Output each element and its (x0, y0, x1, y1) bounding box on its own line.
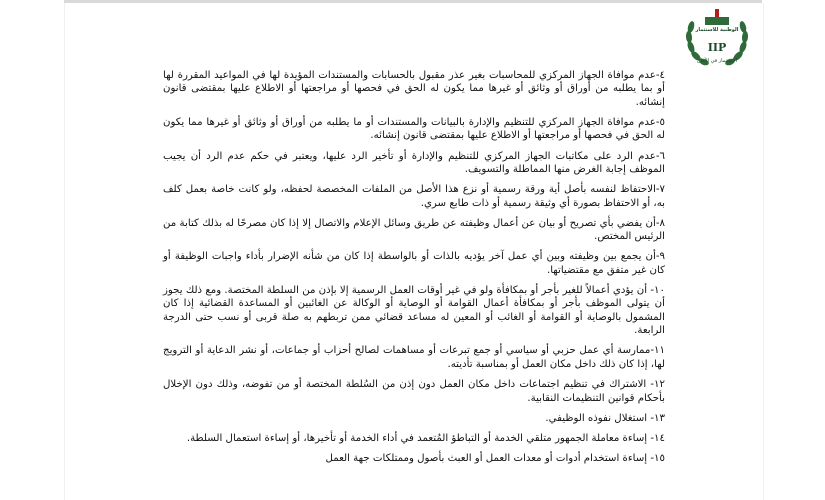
list-item: ٥-عدم موافاة الجهاز المركزي للتنظيم والإدارة بالبيانات والمستندات أو ما يطلبه من أوراق أو وثائق أو غيرها مما يكون له الحق في فحصها أو مراجعتها أو الاطلاع عليها بمقتضى قانون إنشائه. (163, 117, 665, 142)
list-item: ٨-أن يفضي بأي تصريح أو بيان عن أعمال وظيفته عن طريق وسائل الإعلام والاتصال إلا إذا كان مصرحًا له بذلك كتابة من الرئيس المختص. (163, 217, 665, 243)
list-item: ١١-ممارسة أي عمل حزبي أو سياسي أو جمع تبرعات أو مساهمات لصالح أحزاب أو جماعات، أو نشر الدعاية أو الترويج لها، إذا كان ذلك داخل مكان العمل أو بمناسبة تأديته. (163, 345, 665, 370)
list-item: ١٣- استغلال نفوذه الوظيفي. (545, 412, 665, 424)
list-item: ١٤- إساءة معاملة الجمهور متلقي الخدمة أو التباطؤ المُتعمد في أداء الخدمة أو تأخيرها، أو إساءة استعمال السلطة. (186, 432, 665, 444)
list-item: ٧-الاحتفاظ لنفسه بأصل أية ورقة رسمية أو نزع هذا الأصل من الملفات المخصصة لحفظه، ولو كانت خاصة بعمل كلف به، أو الاحتفاظ بصورة أي وثيقة رسمية أو ذات طابع سري. (163, 184, 665, 209)
document-page (64, 3, 764, 500)
list-item: ١٢- الاشتراك في تنظيم اجتماعات داخل مكان العمل دون إذن من السُلطة المختصة أو من تفوضه، وذلك دون الإخلال بأحكام قوانين التنظيمات النقابية. (163, 379, 665, 404)
flag-icon (715, 9, 719, 17)
list-item: ١٠- أن يؤدي أعمالاً للغير بأجر أو بمكافأة ولو في غير أوقات العمل الرسمية إلا بإذن من السلطة المختصة. ومع ذلك يجوز أن يتولى الموظف بأجر أو بمكافأة أعمال القوامة أو الوصاية أو الوكالة عن الغائبين أو المساعدة القضائية إذا كان المشمول بالوصاية أو القوامة أو الغائب أو المعين له مساعد قضائي ممن تربطهم به صلة قربى أو نسب حتى الدرجة الرابعة. (163, 285, 665, 337)
list-item: ٤-عدم موافاة الجهاز المركزي للمحاسبات بغير عذر مقبول بالحسابات والمستندات المؤيدة لها في المواعيد المقررة لها أو بما يطلبه من أوراق أو وثائق أو غيرها مما يكون له الحق في فحصها أو مراجعتها أو الاطلاع عليها بمقتضى قانون إنشائه. (163, 70, 665, 108)
list-item: ١٥- إساءة استخدام أدوات أو معدات العمل أو العبث بأصول وممتلكات جهة العمل (325, 453, 665, 465)
list-item: ٦-عدم الرد على مكاتبات الجهاز المركزي للتنظيم والإدارة أو تأخير الرد عليها، ويعتبر في حكم عدم الرد أن يجيب الموظف إجابة الغرض منها المماطلة والتسويف. (163, 150, 665, 176)
violations-list (163, 69, 665, 472)
logo-motto: الاستثمار في الأمان (696, 58, 738, 64)
list-item: ٩-أن يجمع بين وظيفته وبين أي عمل آخر يؤديه بالذات أو بالواسطة إذا كان من شأنه الإضرار بأداء واجبات الوظيفة أو كان غير متفق مع مقتضياتها. (163, 251, 665, 276)
company-logo (681, 7, 753, 73)
logo-abbreviation: IIP (707, 41, 727, 54)
logo-name: الوطنية للاستثمار (695, 27, 739, 33)
